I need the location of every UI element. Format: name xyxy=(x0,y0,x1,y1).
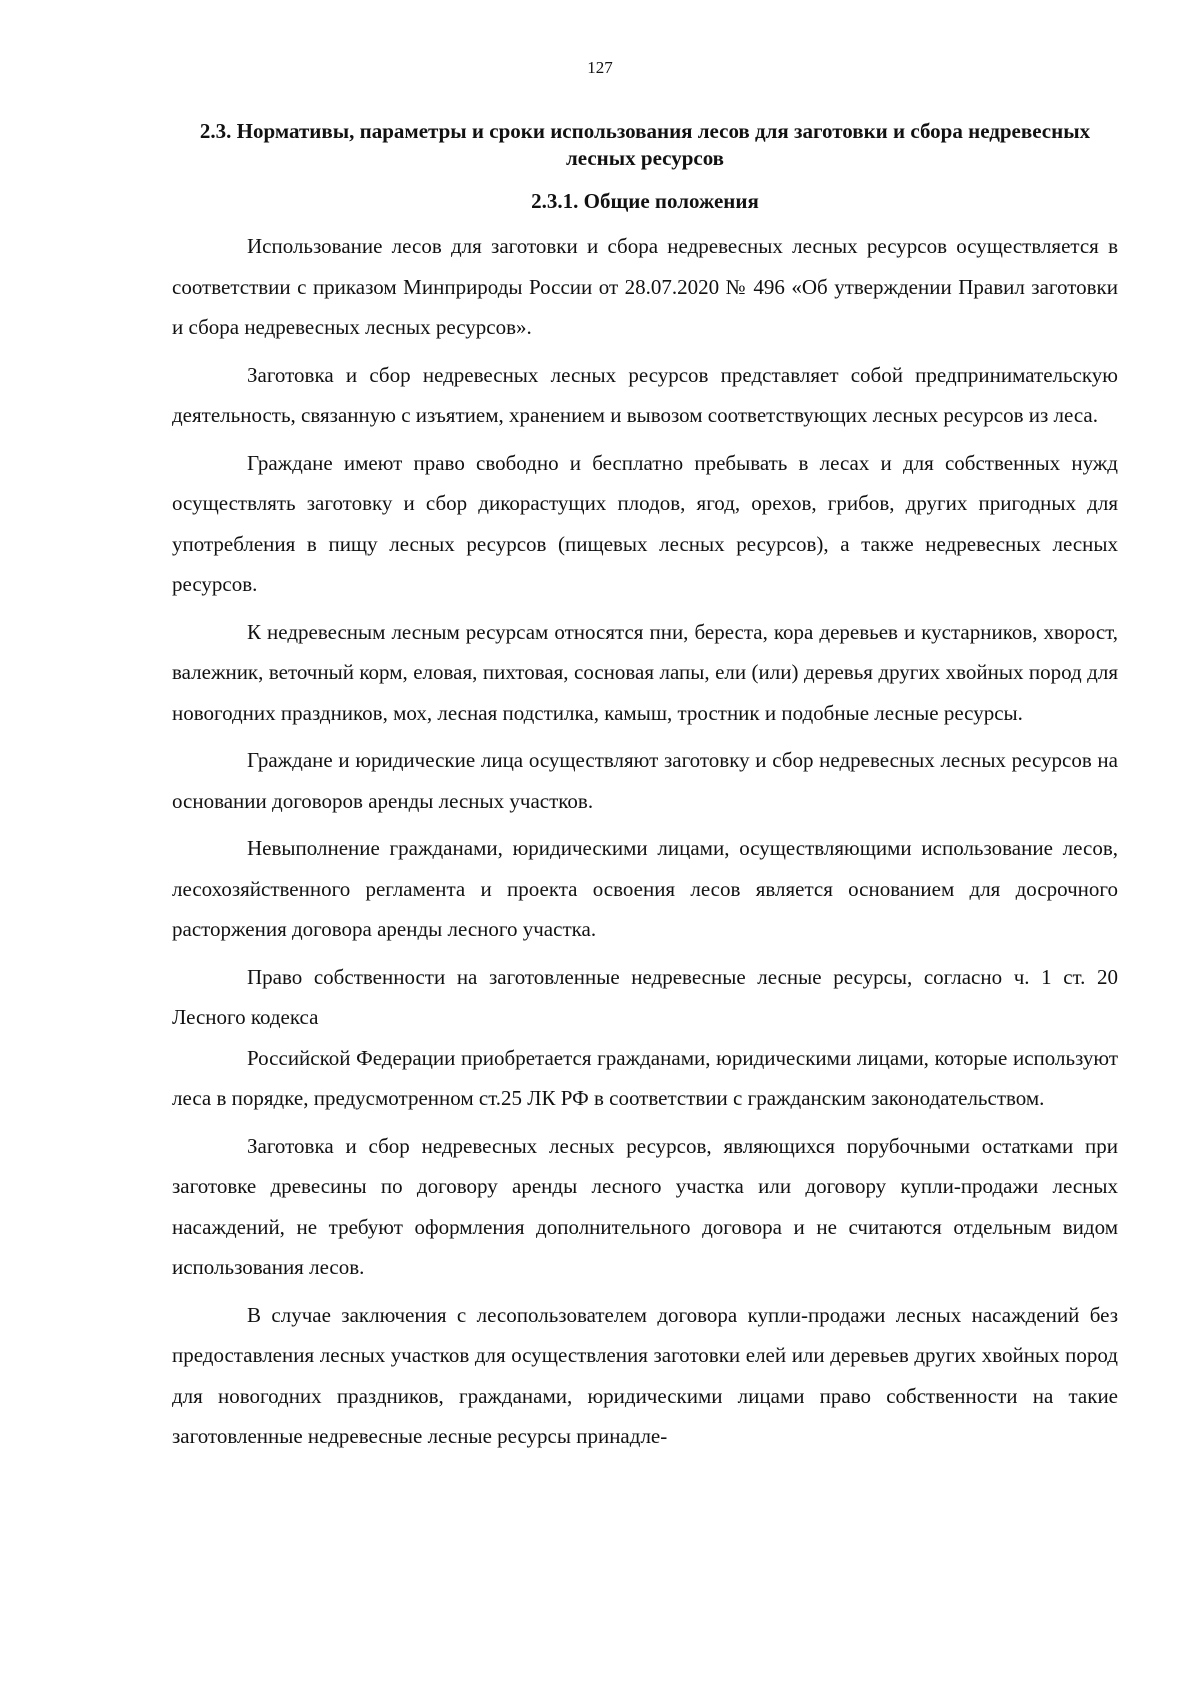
paragraph: Право собственности на заготовленные недревесные лесные ресурсы, согласно ч. 1 ст. 20 Лесного кодекса xyxy=(172,964,1118,1029)
paragraph: Невыполнение гражданами, юридическими лицами, осуществляющими использование лесов, лесохозяйственного регламента и проекта освоения лесов является основанием для досрочного расторжения договора аренды лесного участка. xyxy=(172,836,1118,941)
paragraph: Граждане имеют право свободно и бесплатно пребывать в лесах и для собственных нужд осуществлять заготовку и сбор дикорастущих плодов, ягод, орехов, грибов, других пригодных для употребления в пищу лесных ресурсов (пищевых лесных ресурсов), а также недревесных лесных ресурсов. xyxy=(172,450,1118,596)
paragraph: Заготовка и сбор недревесных лесных ресурсов, являющихся порубочными остатками при заготовке древесины по договору аренды лесного участка или договору купли-продажи лесных насаждений, не требуют оформления дополнительного договора и не считаются отдельным видом использования лесов. xyxy=(172,1133,1118,1279)
paragraph: Российской Федерации приобретается гражданами, юридическими лицами, которые используют леса в порядке, предусмотренном ст.25 ЛК РФ в соответствии с гражданским законодательством. xyxy=(172,1045,1118,1110)
paragraph: Граждане и юридические лица осуществляют заготовку и сбор недревесных лесных ресурсов на основании договоров аренды лесных участков. xyxy=(172,748,1118,813)
paragraph: Заготовка и сбор недревесных лесных ресурсов представляет собой предпринимательскую деятельность, связанную с изъятием, хранением и вывозом соответствующих лесных ресурсов из леса. xyxy=(172,362,1118,427)
page-number: 127 xyxy=(587,58,613,77)
paragraph: Использование лесов для заготовки и сбора недревесных лесных ресурсов осуществляется в соответствии с приказом Минприроды России от 28.07.2020 № 496 «Об утверждении Правил заготовки и сбора недревесных лесных ресурсов». xyxy=(172,234,1118,339)
subsection-title: 2.3.1. Общие положения xyxy=(531,189,759,213)
paragraph: В случае заключения с лесопользователем договора купли-продажи лесных насаждений без предоставления лесных участков для осуществления заготовки елей или деревьев других хвойных пород для новогодних праздников, гражданами, юридическими лицами право собственности на такие заготовленные недревесные лесные ресурсы принадле- xyxy=(172,1302,1118,1448)
section-title: 2.3. Нормативы, параметры и сроки использования лесов для заготовки и сбора недревесных лесных ресурсов xyxy=(199,119,1091,170)
body-text xyxy=(172,226,1118,1464)
paragraph: К недревесным лесным ресурсам относятся пни, береста, кора деревьев и кустарников, хворост, валежник, веточный корм, еловая, пихтовая, сосновая лапы, ели (или) деревья других хвойных пород для новогодних праздников, мох, лесная подстилка, камыш, тростник и подобные лесные ресурсы. xyxy=(172,619,1118,725)
